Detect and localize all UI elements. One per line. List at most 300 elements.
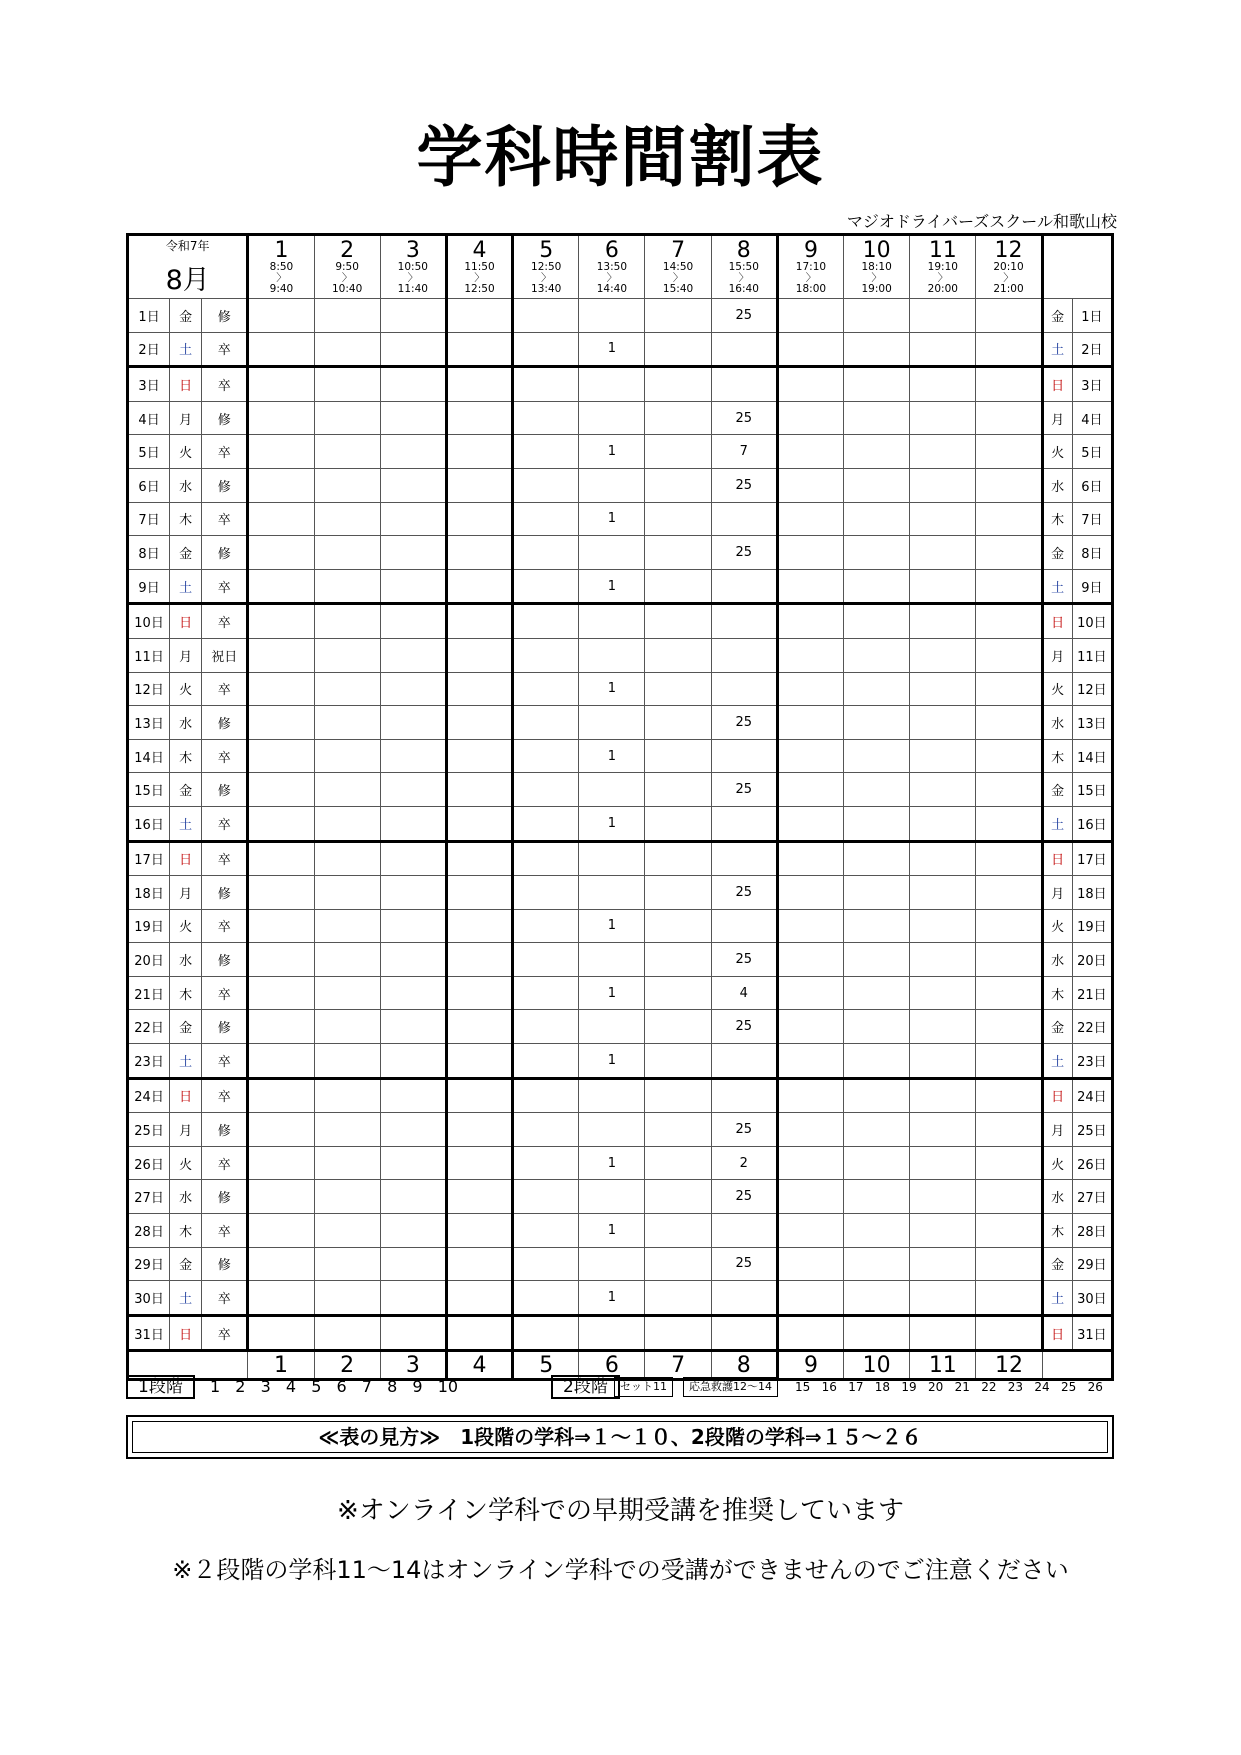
slot-cell: 25 — [711, 299, 777, 333]
slot-cell — [910, 502, 976, 536]
period-start: 13:50 — [596, 260, 627, 273]
table-row — [128, 943, 1113, 977]
slot-cell — [380, 909, 446, 943]
day-weekday-right: 日 — [1042, 367, 1072, 402]
period-number: 12 — [994, 237, 1023, 263]
slot-cell — [314, 1315, 380, 1351]
slot-cell — [910, 773, 976, 807]
slot-cell — [844, 909, 910, 943]
slot-cell — [380, 401, 446, 435]
period-footer-8: 8 — [711, 1351, 777, 1380]
slot-cell — [711, 1315, 777, 1351]
slot-cell — [248, 468, 314, 502]
slot-cell — [446, 502, 512, 536]
day-weekday: 水 — [170, 943, 202, 977]
day-date-right: 30日 — [1072, 1281, 1112, 1316]
set-label: セット11 — [614, 1377, 673, 1397]
day-date-right: 23日 — [1072, 1044, 1112, 1079]
slot-cell — [513, 943, 579, 977]
slot-cell — [910, 1044, 976, 1079]
day-weekday-right: 火 — [1042, 672, 1072, 706]
period-header-11 — [910, 235, 976, 299]
period-start: 17:10 — [795, 260, 827, 273]
slot-cell — [645, 604, 711, 639]
table-row — [128, 1315, 1113, 1351]
slot-cell — [446, 672, 512, 706]
slot-cell — [645, 1180, 711, 1214]
slot-cell: 25 — [711, 536, 777, 570]
day-type: 修 — [202, 1247, 248, 1281]
period-start: 19:10 — [927, 260, 958, 273]
slot-cell — [579, 367, 645, 402]
slot-cell — [380, 1281, 446, 1316]
slot-cell — [314, 1113, 380, 1147]
table-row — [128, 367, 1113, 402]
header-right-blank — [1042, 235, 1112, 299]
period-header-row — [128, 235, 1113, 299]
table-row — [128, 876, 1113, 910]
slot-cell — [645, 638, 711, 672]
day-date-right: 19日 — [1072, 909, 1112, 943]
slot-cell — [513, 536, 579, 570]
slot-cell — [711, 604, 777, 639]
slot-cell — [446, 401, 512, 435]
table-row — [128, 773, 1113, 807]
slot-cell — [910, 299, 976, 333]
month-cell — [128, 235, 248, 299]
slot-cell — [910, 468, 976, 502]
slot-cell — [314, 1180, 380, 1214]
period-separator: 〉 — [937, 271, 949, 284]
period-separator: 〉 — [805, 271, 817, 284]
slot-cell — [314, 468, 380, 502]
day-date-right: 12日 — [1072, 672, 1112, 706]
slot-cell — [248, 502, 314, 536]
period-footer-2: 2 — [314, 1351, 380, 1380]
slot-cell — [248, 1315, 314, 1351]
day-type: 修 — [202, 773, 248, 807]
day-date-right: 13日 — [1072, 706, 1112, 740]
table-row — [128, 332, 1113, 367]
period-header-5 — [513, 235, 579, 299]
slot-cell — [844, 435, 910, 469]
table-row — [128, 909, 1113, 943]
day-weekday-right: 木 — [1042, 976, 1072, 1010]
slot-cell — [380, 943, 446, 977]
slot-cell — [910, 706, 976, 740]
day-weekday: 金 — [170, 299, 202, 333]
day-type: 卒 — [202, 332, 248, 367]
day-date-right: 24日 — [1072, 1078, 1112, 1113]
day-type: 修 — [202, 943, 248, 977]
slot-cell — [248, 401, 314, 435]
day-date-right: 25日 — [1072, 1113, 1112, 1147]
day-weekday-right: 土 — [1042, 569, 1072, 604]
slot-cell — [711, 1281, 777, 1316]
period-footer-10: 10 — [844, 1351, 910, 1380]
slot-cell — [645, 536, 711, 570]
slot-cell — [579, 706, 645, 740]
table-row — [128, 435, 1113, 469]
slot-cell — [446, 909, 512, 943]
slot-cell — [777, 569, 843, 604]
stage1-number: 9 — [412, 1377, 423, 1396]
slot-cell — [645, 943, 711, 977]
day-date-right: 31日 — [1072, 1315, 1112, 1351]
slot-cell — [976, 1315, 1042, 1351]
slot-cell — [248, 435, 314, 469]
slot-cell — [248, 672, 314, 706]
slot-cell — [380, 976, 446, 1010]
slot-cell — [314, 332, 380, 367]
table-row — [128, 1281, 1113, 1316]
day-weekday: 火 — [170, 435, 202, 469]
period-header-7 — [645, 235, 711, 299]
table-row — [128, 401, 1113, 435]
slot-cell — [711, 367, 777, 402]
slot-cell — [446, 1281, 512, 1316]
slot-cell: 25 — [711, 773, 777, 807]
day-type: 修 — [202, 1010, 248, 1044]
slot-cell — [645, 806, 711, 841]
slot-cell — [976, 638, 1042, 672]
table-row — [128, 1247, 1113, 1281]
slot-cell — [446, 536, 512, 570]
slot-cell — [314, 435, 380, 469]
slot-cell — [645, 739, 711, 773]
slot-cell — [579, 604, 645, 639]
day-date: 16日 — [128, 806, 170, 841]
slot-cell — [777, 604, 843, 639]
period-footer-7: 7 — [645, 1351, 711, 1380]
slot-cell — [976, 502, 1042, 536]
slot-cell — [380, 1113, 446, 1147]
slot-cell — [513, 502, 579, 536]
slot-cell — [579, 943, 645, 977]
slot-cell — [248, 332, 314, 367]
day-date: 10日 — [128, 604, 170, 639]
period-end: 20:00 — [927, 282, 958, 295]
day-date-right: 5日 — [1072, 435, 1112, 469]
stage2-number: 23 — [1007, 1380, 1024, 1394]
slot-cell — [844, 806, 910, 841]
slot-cell: 1 — [579, 1214, 645, 1248]
slot-cell — [976, 1010, 1042, 1044]
day-date-right: 9日 — [1072, 569, 1112, 604]
slot-cell — [446, 1044, 512, 1079]
day-date-right: 10日 — [1072, 604, 1112, 639]
slot-cell — [844, 468, 910, 502]
slot-cell — [844, 502, 910, 536]
day-type: 卒 — [202, 1214, 248, 1248]
period-header-1 — [248, 235, 314, 299]
day-weekday-right: 水 — [1042, 943, 1072, 977]
slot-cell: 1 — [579, 976, 645, 1010]
slot-cell: 4 — [711, 976, 777, 1010]
day-weekday-right: 土 — [1042, 1281, 1072, 1316]
day-weekday-right: 土 — [1042, 332, 1072, 367]
slot-cell — [976, 1214, 1042, 1248]
day-date-right: 26日 — [1072, 1146, 1112, 1180]
table-row — [128, 1214, 1113, 1248]
day-type: 卒 — [202, 1315, 248, 1351]
rescue-label: 応急救護12〜14 — [683, 1377, 778, 1397]
period-header-6 — [579, 235, 645, 299]
stage2-number: 16 — [821, 1380, 837, 1394]
slot-cell — [976, 569, 1042, 604]
slot-cell — [910, 876, 976, 910]
slot-cell — [513, 1247, 579, 1281]
slot-cell — [579, 1315, 645, 1351]
period-start: 11:50 — [464, 260, 495, 273]
slot-cell — [711, 1214, 777, 1248]
slot-cell — [910, 1146, 976, 1180]
slot-cell — [446, 1315, 512, 1351]
slot-cell — [777, 1180, 843, 1214]
slot-cell — [910, 332, 976, 367]
period-start: 8:50 — [269, 260, 294, 273]
slot-cell — [446, 1180, 512, 1214]
slot-cell — [513, 367, 579, 402]
slot-cell — [513, 909, 579, 943]
slot-cell — [910, 536, 976, 570]
day-weekday: 金 — [170, 773, 202, 807]
day-type: 修 — [202, 1113, 248, 1147]
day-weekday-right: 金 — [1042, 773, 1072, 807]
table-row — [128, 536, 1113, 570]
slot-cell — [446, 435, 512, 469]
slot-cell — [910, 1315, 976, 1351]
slot-cell — [380, 739, 446, 773]
slot-cell — [513, 638, 579, 672]
slot-cell — [380, 299, 446, 333]
slot-cell — [976, 1180, 1042, 1214]
slot-cell — [777, 976, 843, 1010]
slot-cell — [777, 841, 843, 876]
slot-cell — [314, 1044, 380, 1079]
slot-cell — [513, 1281, 579, 1316]
day-type: 卒 — [202, 909, 248, 943]
slot-cell — [976, 976, 1042, 1010]
month-label: 8月 — [165, 265, 210, 296]
period-header-3 — [380, 235, 446, 299]
table-row — [128, 841, 1113, 876]
slot-cell — [844, 739, 910, 773]
slot-cell — [446, 1113, 512, 1147]
slot-cell — [910, 1214, 976, 1248]
slot-cell — [777, 1078, 843, 1113]
slot-cell — [513, 604, 579, 639]
slot-cell — [844, 1247, 910, 1281]
period-footer-4: 4 — [446, 1351, 512, 1380]
stage2-number: 15 — [795, 1380, 811, 1394]
slot-cell — [844, 976, 910, 1010]
stage2-number: 18 — [874, 1380, 891, 1394]
slot-cell — [579, 401, 645, 435]
slot-cell — [844, 672, 910, 706]
day-date-right: 20日 — [1072, 943, 1112, 977]
slot-cell — [777, 638, 843, 672]
slot-cell — [976, 536, 1042, 570]
slot-cell — [380, 638, 446, 672]
slot-cell — [777, 1315, 843, 1351]
table-row — [128, 1010, 1113, 1044]
slot-cell — [380, 1044, 446, 1079]
day-weekday-right: 金 — [1042, 299, 1072, 333]
period-end: 16:40 — [728, 282, 759, 295]
period-number: 8 — [736, 237, 751, 263]
day-type: 卒 — [202, 672, 248, 706]
slot-cell — [645, 435, 711, 469]
slot-cell — [248, 1214, 314, 1248]
slot-cell — [380, 604, 446, 639]
slot-cell — [844, 401, 910, 435]
slot-cell — [976, 841, 1042, 876]
slot-cell — [513, 1214, 579, 1248]
slot-cell — [446, 706, 512, 740]
stage2-number: 21 — [954, 1380, 970, 1394]
slot-cell — [711, 638, 777, 672]
day-weekday: 土 — [170, 569, 202, 604]
slot-cell — [976, 1146, 1042, 1180]
period-header-2 — [314, 235, 380, 299]
slot-cell — [446, 976, 512, 1010]
day-weekday-right: 日 — [1042, 1315, 1072, 1351]
slot-cell — [248, 604, 314, 639]
table-row — [128, 706, 1113, 740]
period-number: 11 — [928, 237, 957, 263]
day-date: 25日 — [128, 1113, 170, 1147]
day-date-right: 1日 — [1072, 299, 1112, 333]
day-date: 26日 — [128, 1146, 170, 1180]
slot-cell — [844, 1044, 910, 1079]
slot-cell — [513, 773, 579, 807]
slot-cell — [645, 1281, 711, 1316]
online-recommendation: ※オンライン学科での早期受講を推奨しています — [336, 1496, 904, 1526]
period-start: 12:50 — [531, 260, 562, 273]
period-separator: 〉 — [871, 271, 882, 284]
slot-cell: 25 — [711, 1247, 777, 1281]
slot-cell — [314, 909, 380, 943]
slot-cell — [976, 367, 1042, 402]
day-weekday-right: 金 — [1042, 536, 1072, 570]
slot-cell — [446, 943, 512, 977]
slot-cell — [645, 1247, 711, 1281]
slot-cell — [910, 367, 976, 402]
day-type: 卒 — [202, 1078, 248, 1113]
table-row — [128, 299, 1113, 333]
day-date: 5日 — [128, 435, 170, 469]
period-number: 3 — [405, 237, 420, 263]
table-row — [128, 604, 1113, 639]
stage2-number: 20 — [928, 1380, 944, 1394]
day-weekday: 日 — [170, 1078, 202, 1113]
slot-cell — [645, 502, 711, 536]
slot-cell — [380, 502, 446, 536]
day-weekday: 木 — [170, 976, 202, 1010]
day-weekday-right: 月 — [1042, 1113, 1072, 1147]
day-date: 20日 — [128, 943, 170, 977]
slot-cell — [248, 841, 314, 876]
slot-cell — [380, 841, 446, 876]
period-number: 9 — [803, 237, 818, 263]
slot-cell — [844, 332, 910, 367]
slot-cell — [314, 569, 380, 604]
slot-cell — [777, 1247, 843, 1281]
table-row — [128, 1180, 1113, 1214]
slot-cell — [777, 706, 843, 740]
day-weekday-right: 火 — [1042, 1146, 1072, 1180]
table-row — [128, 502, 1113, 536]
slot-cell — [380, 332, 446, 367]
slot-cell — [513, 841, 579, 876]
day-weekday: 月 — [170, 876, 202, 910]
slot-cell — [380, 1010, 446, 1044]
slot-cell — [380, 706, 446, 740]
slot-cell — [844, 706, 910, 740]
slot-cell — [976, 1281, 1042, 1316]
slot-cell: 1 — [579, 1281, 645, 1316]
slot-cell: 25 — [711, 706, 777, 740]
slot-cell — [645, 1146, 711, 1180]
slot-cell — [976, 435, 1042, 469]
slot-cell — [513, 1315, 579, 1351]
slot-cell — [314, 1214, 380, 1248]
slot-cell — [645, 367, 711, 402]
day-date-right: 16日 — [1072, 806, 1112, 841]
slot-cell — [777, 943, 843, 977]
stage1-number: 3 — [260, 1377, 271, 1396]
slot-cell — [976, 468, 1042, 502]
day-date: 29日 — [128, 1247, 170, 1281]
day-date-right: 18日 — [1072, 876, 1112, 910]
slot-cell: 1 — [579, 739, 645, 773]
day-date: 19日 — [128, 909, 170, 943]
day-date: 30日 — [128, 1281, 170, 1316]
day-weekday-right: 月 — [1042, 401, 1072, 435]
slot-cell — [910, 806, 976, 841]
slot-cell — [645, 841, 711, 876]
period-end: 13:40 — [531, 282, 562, 295]
slot-cell — [645, 401, 711, 435]
slot-cell — [248, 1247, 314, 1281]
day-weekday: 水 — [170, 468, 202, 502]
slot-cell — [910, 943, 976, 977]
slot-cell — [314, 806, 380, 841]
slot-cell — [314, 367, 380, 402]
slot-cell — [248, 536, 314, 570]
slot-cell — [777, 536, 843, 570]
slot-cell — [248, 943, 314, 977]
slot-cell: 25 — [711, 943, 777, 977]
slot-cell — [380, 367, 446, 402]
day-type: 卒 — [202, 806, 248, 841]
slot-cell — [446, 739, 512, 773]
period-start: 14:50 — [662, 260, 694, 273]
day-weekday: 日 — [170, 367, 202, 402]
reading-guide-box — [126, 1415, 1114, 1459]
slot-cell — [248, 569, 314, 604]
slot-cell — [446, 604, 512, 639]
slot-cell — [446, 299, 512, 333]
slot-cell — [314, 943, 380, 977]
slot-cell — [976, 672, 1042, 706]
slot-cell — [579, 1113, 645, 1147]
slot-cell — [645, 909, 711, 943]
slot-cell — [976, 1078, 1042, 1113]
stage2-number: 19 — [901, 1380, 917, 1394]
timetable — [126, 233, 1114, 1381]
